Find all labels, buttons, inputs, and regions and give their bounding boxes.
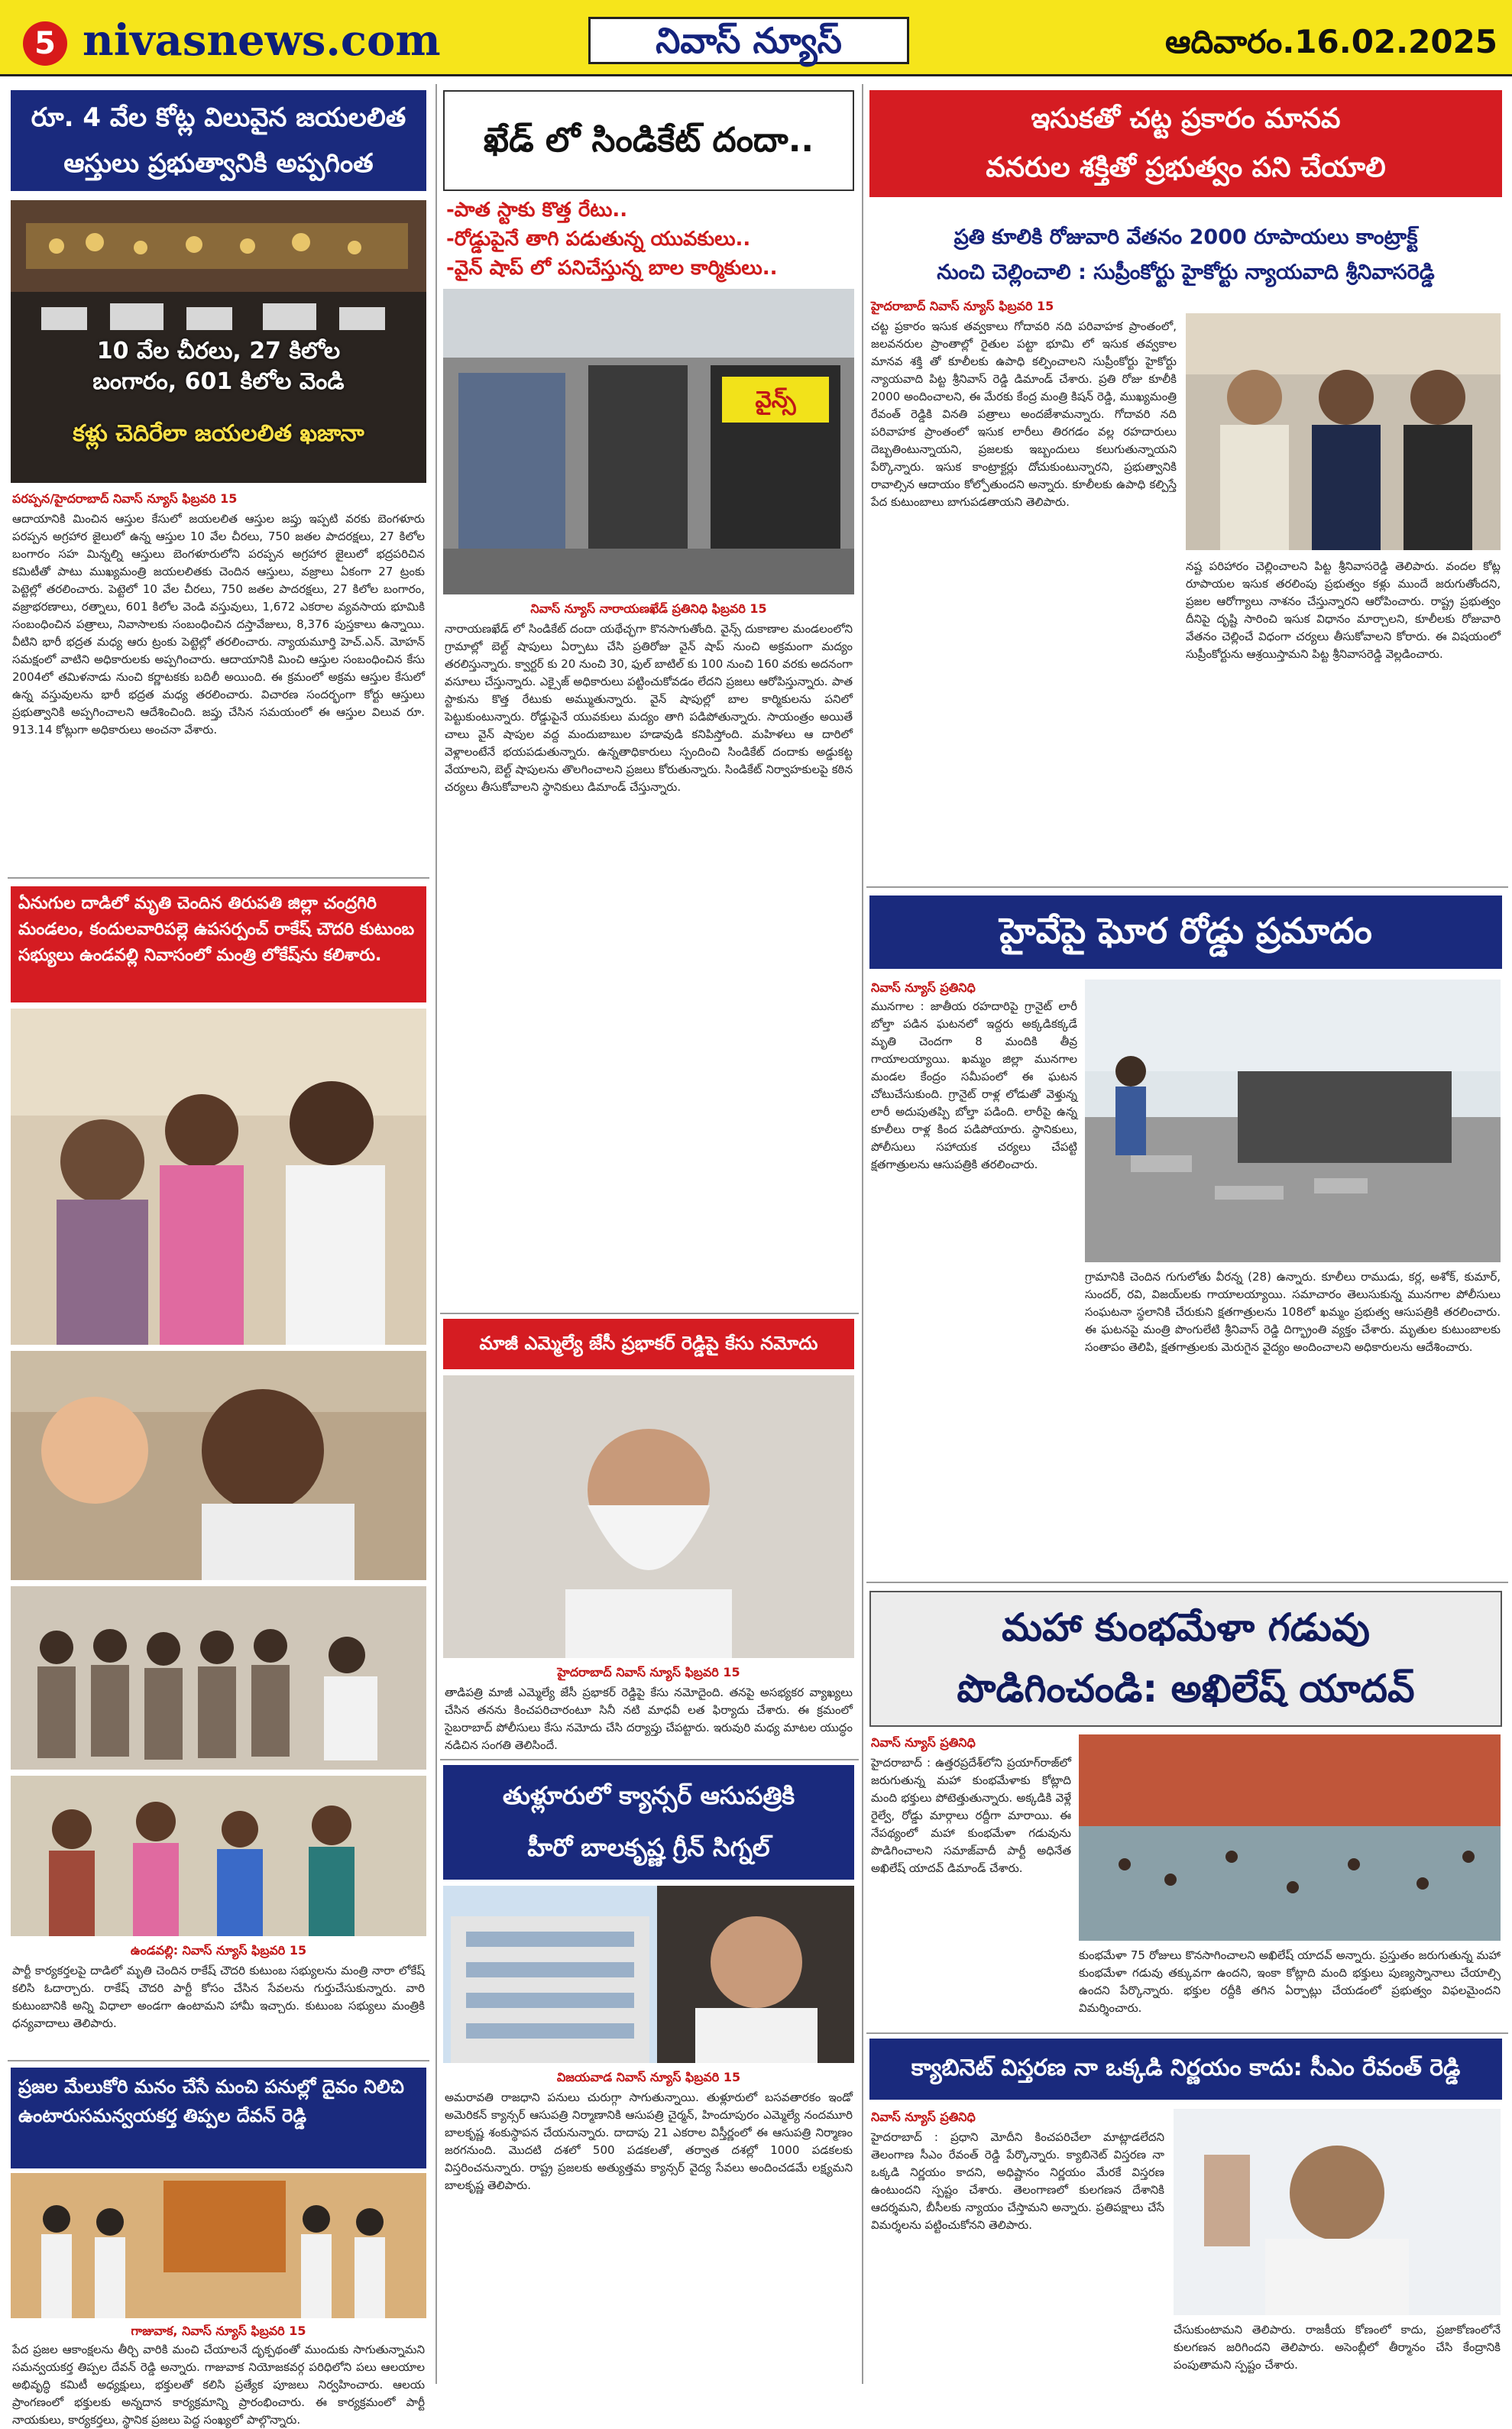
cabinet-headline: క్యాబినెట్ విస్తరణ నా ఒక్కడి నిర్ణయం కాదు: సీఎం రేవంత్ రెడ్డి (869, 2039, 1502, 2100)
cabinet-body: హైదరాబాద్ : ప్రధాని మోదీని కించపరిచేలా మాట్లాడలేదని తెలంగాణ సీఎం రేవంత్ రెడ్డి పేర్కొన్నారు. క్యాబినెట్ విస్తరణ నా ఒక్కడి నిర్ణయం కాదని, అధిష్టానం నిర్ణయం మేరకే విస్తరణ ఉంటుందని స్పష్టం చేశారు. తెలంగాణలో కులగణన దేశానికి ఆదర్శమని, బీసీలకు న్యాయం చేస్తామని అన్నారు. ప్రతిపక్షాలు చేసే విమర్శలను పట్టించుకోనని తెలిపారు. (871, 2130, 1164, 2232)
section-rule (866, 886, 1508, 888)
headline-line: ఇసుకతో చట్ట ప్రకారం మానవ (1031, 103, 1341, 134)
section-rule (440, 1313, 859, 1314)
jayalalitha-headline (11, 90, 426, 191)
chandragiri-body: పార్టీ కార్యకర్తలపై దాడిలో మృతి చెందిన రాకేష్ చౌదరి కుటుంబ సభ్యులను మంత్రి నారా లోకేష్ కలిసి ఓదార్చారు. రాకేష్ చౌదరి పార్టీ కోసం చేసిన సేవలను గుర్తుచేసుకున్నారు. వారి కుటుంబానికి అన్ని విధాలా అండగా ఉంటామని హామీ ఇచ్చారు. కుటుంబ సభ్యులు మంత్రికి ధన్యవాదాలు తెలిపారు. (12, 1964, 425, 2030)
site-name[interactable]: nivasnews.com (83, 15, 441, 66)
jc-prabhakar-photo (443, 1375, 854, 1658)
khed-bullets (446, 196, 854, 283)
headline-line: పొడిగించండి: అఖిలేష్ యాదవ్ (957, 1666, 1415, 1711)
prabhakar-body: తాడిపత్రి మాజీ ఎమ్మెల్యే జేసీ ప్రభాకర్ రెడ్డిపై కేసు నమోదైంది. తనపై అసభ్యకర వ్యాఖ్యలు చేసిన తనను కించపరిచారంటూ సినీ నటి మాధవీ లత ఫిర్యాదు చేశారు. ఈ క్రమంలో సైబరాబాద్ పోలీసులు కేసు నమోదు చేసి దర్యాప్తు చేపట్టారు. ఇరువురి మధ్య మాటల యుద్ధం నడిచిన సంగతి తెలిసిందే. (445, 1686, 853, 1752)
kumbh-body: హైదరాబాద్ : ఉత్తరప్రదేశ్‌లోని ప్రయాగ్‌రాజ్‌లో జరుగుతున్న మహా కుంభమేళాకు కోట్లాది మంది భక్తులు పోటెత్తుతున్నారు. అక్కడికి వెళ్లే రైల్వే, రోడ్డు మార్గాలు రద్దీగా మారాయి. ఈ నేపథ్యంలో మహా కుంభమేళా గడువును పొడిగించాలని సమాజ్‌వాదీ పార్టీ అధినేత అఖిలేష్ యాదవ్ డిమాండ్ చేశారు. (871, 1756, 1071, 1875)
highway-body-continued: గ్రామానికి చెందిన గుగులోతు వీరన్న (28) ఉన్నారు. కూలీలు రాముడు, కర్ల, అశోక్, కుమార్, సుందర్, రవి, విజయ్‌లకు గాయాలయ్యాయి. సమాచారం తెలుసుకున్న మునగాల పోలీసులు సంఘటనా స్థలానికి చేరుకుని క్షతగాత్రులను 108లో ఖమ్మం ప్రభుత్వ ఆసుపత్రికి తరలించారు. ఈ ఘటనపై మంత్రి పొంగులేటి శ్రీనివాస్ రెడ్డి దిగ్భ్రాంతి వ్యక్తం చేశారు. మృతుల కుటుంబాలకు సంతాపం తెలిపి, క్షతగాత్రులకు మెరుగైన వైద్యం అందించాలని అధికారులను ఆదేశించారు. (1085, 1270, 1501, 1354)
sand-dateline: హైదరాబాద్ నివాస్ న్యూస్ ఫిబ్రవరి 15 (871, 299, 1054, 313)
balakrishna-headline (443, 1765, 854, 1880)
thippala-caption: గాజువాక, నివాస్ న్యూస్ ఫిబ్రవరి 15 (131, 2324, 306, 2338)
sand-subheadline (869, 220, 1502, 290)
lokesh-meeting-photo-4 (11, 1776, 426, 1936)
wine-shop-photo (443, 289, 854, 594)
hospital-balakrishna-photo (443, 1886, 854, 2063)
lokesh-meeting-photo-2 (11, 1351, 426, 1580)
column-rule (862, 84, 863, 2384)
cabinet-body-continued: చేసుకుంటామని తెలిపారు. రాజకీయ కోణంలో కాదు, ప్రజాకోణంలోనే కులగణన జరిగిందని తెలిపారు. అసెంబ్లీలో తీర్మానం చేసి కేంద్రానికి పంపుతామని స్పష్టం చేశారు. (1174, 2323, 1501, 2372)
chandragiri-caption: ఉండవల్లి: నివాస్ న్యూస్ ఫిబ్రవరి 15 (130, 1943, 307, 1958)
balakrishna-caption: విజయవాడ నివాస్ న్యూస్ ఫిబ్రవరి 15 (556, 2070, 741, 2084)
lokesh-meeting-photo-3 (11, 1586, 426, 1770)
balakrishna-body: అమరావతి రాజధాని పనులు చురుగ్గా సాగుతున్నాయి. తుళ్లూరులో బసవతారకం ఇండో అమెరికన్ క్యాన్సర్ ఆసుపత్రి నిర్మాణానికి ఆసుపత్రి చైర్మన్, హిందూపురం ఎమ్మెల్యే నందమూరి బాలకృష్ణ శంకుస్థాపన చేయనున్నారు. దాదాపు 21 ఎకరాల విస్తీర్ణంలో ఈ ఆసుపత్రి నిర్మాణం జరగనుంది. మొదటి దశలో 500 పడకలతో, తర్వాత దశల్లో 1000 పడకలకు విస్తరించనున్నారు. రాష్ట్ర ప్రజలకు అత్యుత్తమ క్యాన్సర్ వైద్య సేవలు అందించడమే లక్ష్యమని బాలకృష్ణ తెలిపారు. (445, 2091, 853, 2192)
photo-overlay-text (18, 336, 419, 397)
overlay-line: బంగారం, 601 కిలోల వెండి (92, 368, 345, 395)
page-number: 5 (23, 21, 67, 66)
overlay-line: 10 వేల చీరలు, 27 కిలోల (96, 338, 341, 364)
kumbh-crowd-photo (1079, 1734, 1501, 1941)
section-rule (866, 1582, 1508, 1583)
chandragiri-headline: ఏనుగుల దాడిలో మృతి చెందిన తిరుపతి జిల్లా చంద్రగిరి మండలం, కందులవారిపల్లె ఉపసర్పంచ్ రాకేష్ చౌదరి కుటుంబ సభ్యులు ఉండవల్లి నివాసంలో మంత్రి లోకేష్‌ను కలిశారు. (11, 886, 426, 1002)
issue-date: ఆదివారం.16.02.2025 (1164, 23, 1497, 60)
srinivasareddy-meeting-photo (1186, 313, 1501, 550)
section-rule (8, 2060, 429, 2061)
headline-line: రూ. 4 వేల కోట్ల విలువైన జయలలిత (31, 102, 406, 133)
highway-body: మునగాల : జాతీయ రహదారిపై గ్రానైట్ లారీ బోల్తా పడిన ఘటనలో ఇద్దరు అక్కడికక్కడే మృతి చెందగా 8 మందికి తీవ్ర గాయాలయ్యాయి. ఖమ్మం జిల్లా మునగాల మండల కేంద్రం సమీపంలో ఈ ఘటన చోటుచేసుకుంది. గ్రానైట్ రాళ్ల లోడుతో వెళ్తున్న లారీ అదుపుతప్పి బోల్తా పడింది. లారీపై ఉన్న కూలీలు రాళ్ల కింద పడిపోయారు. స్థానికులు, పోలీసులు సహాయక చర్యలు చేపట్టి క్షతగాత్రులను ఆసుపత్రికి తరలించారు. (871, 999, 1077, 1171)
khed-headline: ఖేడ్ లో సిండికేట్ దందా.. (443, 90, 854, 191)
temple-visit-photo (11, 2173, 426, 2318)
prabhakar-headline: మాజీ ఎమ్మెల్యే జేసీ ప్రభాకర్ రెడ్డిపై కేసు నమోదు (443, 1319, 854, 1369)
headline-line: తుళ్లూరులో క్యాన్సర్ ఆసుపత్రికి (502, 1781, 795, 1810)
jayalalitha-dateline: పరప్పన/హైదరాబాద్ నివాస్ న్యూస్ ఫిబ్రవరి 15 (12, 491, 238, 506)
headline-line: మహా కుంభమేళా గడువు (1002, 1605, 1370, 1650)
accident-scene-photo (1085, 980, 1501, 1262)
sand-body: చట్ట ప్రకారం ఇసుక తవ్వకాలు గోదావరి నది పరివాహక ప్రాంతంలో, జలవనరుల ప్రాంతాల్లో రైతుల పట్టా భూమి లో ఇసుక తవ్వకాల మానవ శక్తి తో కూలీలకు ఉపాధి కల్పించాలని సుప్రీంకోర్టు హైకోర్టు న్యాయవాది పిట్ట శ్రీనివాస్ రెడ్డి డిమాండ్ చేశారు. ప్రతి రోజు కూలీకి 2000 అందించాలని, ఈ మేరకు కేంద్ర మంత్రి కిషన్ రెడ్డి, ముఖ్యమంత్రి రేవంత్ రెడ్డికి వినతి పత్రాలు అందజేశామన్నారు. గోదావరి నది పరివాహక ప్రాంతంలో ఇసుక లారీలు తిరగడం వల్ల రహదారులు దెబ్బతింటున్నాయని, ప్రజలకు ఇబ్బందులు కలుగుతున్నాయని పేర్కొన్నారు. ఇసుక కాంట్రాక్టర్లు దోచుకుంటున్నారని, ప్రభుత్వానికి రావాల్సిన ఆదాయం కోల్పోతుందని అన్నారు. కూలీలకు ఉపాధి కల్పిస్తే పేద కుటుంబాలు బాగుపడతాయని తెలిపారు. (871, 319, 1177, 509)
bullet-item: -రోడ్డుపైనే తాగి పడుతున్న యువకులు.. (446, 228, 751, 251)
kumbh-body-continued: కుంభమేళా 75 రోజులు కొనసాగించాలని అఖిలేష్ యాదవ్ అన్నారు. ప్రస్తుతం జరుగుతున్న మహా కుంభమేళా గడువు తక్కువగా ఉందని, ఇంకా కోట్లాది మంది భక్తులు పుణ్యస్నానాలు చేయాల్సి ఉందని పేర్కొన్నారు. భక్తుల రద్దీకి తగిన ఏర్పాట్లు చేయడంలో ప్రభుత్వం విఫలమైందని విమర్శించారు. (1079, 1948, 1501, 2015)
photo-overlay-highlight: కళ్లు చెదిరేలా జయలలిత ఖజానా (73, 420, 364, 447)
kumbh-headline (869, 1591, 1502, 1727)
thippala-body: పేద ప్రజల ఆకాంక్షలను తీర్చి వారికి మంచి చేయాలనే దృక్పథంతో ముందుకు సాగుతున్నామని సమన్వయకర్త తిప్పల దేవన్ రెడ్డి అన్నారు. గాజువాక నియోజకవర్గ పరిధిలోని పలు ఆలయాల అభివృద్ధి కమిటీ అధ్యక్షులు, భక్తులతో కలిసి ప్రత్యేక పూజలు నిర్వహించారు. ఆలయ ప్రాంగణంలో భక్తులకు అన్నదాన కార్యక్రమాన్ని ప్రారంభించారు. ఈ కార్యక్రమంలో పార్టీ నాయకులు, కార్యకర్తలు, స్థానిక ప్రజలు పెద్ద సంఖ్యలో పాల్గొన్నారు. (12, 2343, 425, 2427)
subhead-line: ప్రతి కూలికి రోజువారి వేతనం 2000 రూపాయలు కాంట్రాక్ట్ (953, 225, 1418, 249)
sand-body-continued: నష్ట పరిహారం చెల్లించాలని పిట్ట శ్రీనివాసరెడ్డి తెలిపారు. వందల కోట్ల రూపాయల ఇసుక తరలింపు ప్రభుత్వం కళ్లు ముందే జరుగుతోందని, ప్రజల ఆరోగ్యాలు నాశనం చేస్తున్నారని ఆరోపించారు. రాష్ట్ర ప్రభుత్వం దీనిపై దృష్టి సారించి ఇసుక విధానం మార్చాలని, కూలీలకు రోజువారి వేతనం చెల్లించే విధంగా చర్యలు తీసుకోవాలని కోరారు. ఈ విషయంలో సుప్రీంకోర్టును ఆశ్రయిస్తామని పిట్ట శ్రీనివాసరెడ్డి వెల్లడించారు. (1186, 559, 1501, 661)
wine-shop-sign: వైన్స్ (755, 387, 796, 413)
kumbh-dateline: నివాస్ న్యూస్ ప్రతినిధి (871, 1735, 976, 1750)
jayalalitha-body: ఆదాయానికి మించిన ఆస్తుల కేసులో జయలలిత ఆస్తుల జప్తు ఇప్పటి వరకు బెంగళూరు పరప్పన అగ్రహార జైలులో ఉన్న ఆస్తుల 10 వేల చీరలు, 750 జతల పాదరక్షలు, 27 కిలోల బంగారం సహ మిన్నల్ని ఆస్తులు బెంగళూరులోని పరప్పన అగ్రహార జైలులో భద్రపరిచిన కమిటీతో పాటు ముఖ్యమంత్రి జయలలితకు చెందిన ఆస్తులు, వజ్రాలు ఏకంగా 27 ట్రంకు పెట్టెల్లో తరలించారు. పెట్టెలో 10 వేల చీరలు, 750 జతల పాదరక్షలు, 27 కిలోల బంగారం, వజ్రాభరణాలు, రత్నాలు, 601 కిలోల వెండి వస్తువులు, 1,672 ఎకరాల వ్యవసాయ భూమికి సంబంధించిన పత్రాలు, నివాసాలకు సంబంధించిన దస్తావేజులు, 8,376 పుస్తకాలు ఉన్నాయి. వీటిని భారీ భద్రత మధ్య ఆరు ట్రంకు పెట్టెల్లో తరలించారు. న్యాయమూర్తి హెచ్.ఎన్. మోహన్ సమక్షంలో వాటిని అధికారులకు అప్పగించారు. ఆదాయానికి మించి ఆస్తుల సంబంధించిన కేసు 2004లో తమిళనాడు నుంచి కర్ణాటకకు బదిలీ అయింది. ఈ క్రమంలో అక్రమ ఆస్తుల కేసులో ఉన్న వస్తువులను భారీ భద్రత మధ్య తరలించారు. విచారణ సందర్భంగా కోర్టు ఆస్తులు ప్రభుత్వానికి అప్పగించాలని ఆదేశించింది. జప్తు చేసిన సమయంలో ఈ ఆస్తుల విలువ రూ. 913.14 కోట్లుగా అధికారులు అంచనా వేశారు. (12, 512, 425, 737)
highway-headline: హైవేపై ఘోర రోడ్డు ప్రమాదం (869, 895, 1502, 969)
headline-line: హీరో బాలకృష్ణ గ్రీన్ సిగ్నల్ (527, 1833, 770, 1862)
sand-headline (869, 90, 1502, 197)
khed-body: నారాయణఖేడ్ లో సిండికేట్ దందా యథేచ్ఛగా కొనసాగుతోంది. వైన్స్ దుకాణాల మండలంలోని గ్రామాల్లో బెల్ట్ షాపులు ఏర్పాటు చేసి ప్రతిరోజు వైన్ షాప్ నుంచి అక్రమంగా మద్యం తరలిస్తున్నారు. క్వార్టర్ కు 20 నుంచి 30, ఫుల్ బాటిల్ కు 100 నుంచి 160 వరకు అదనంగా వసూలు చేస్తున్నారు. ఎక్సైజ్ అధికారులు పట్టించుకోవడం లేదని ప్రజలు ఆరోపిస్తున్నారు. పాత స్టాకును కొత్త రేటుకు అమ్ముతున్నారు. వైన్ షాపుల్లో బాల కార్మికులను పనిలో పెట్టుకుంటున్నారు. రోడ్డుపైనే యువకులు మద్యం తాగి పడిపోతున్నారు. సాయంత్రం అయితే చాలు వైన్ షాపుల వద్ద మందుబాబుల హడావుడి కనిపిస్తోంది. మహిళలు ఆ దారిలో వెళ్లాలంటేనే భయపడుతున్నారు. ఉన్నతాధికారులు స్పందించి సిండికేట్ దందాకు అడ్డుకట్ట వేయాలని, బెల్ట్ షాపులను తొలగించాలని ప్రజలు కోరుతున్నారు. సిండికేట్ నిర్వాహకులపై కఠిన చర్యలు తీసుకోవాలని స్థానికులు డిమాండ్ చేస్తున్నారు. (445, 622, 853, 794)
revanth-reddy-photo (1174, 2109, 1501, 2315)
headline-line: ఆస్తులు ప్రభుత్వానికి అప్పగింత (63, 148, 374, 179)
prabhakar-caption: హైదరాబాద్ నివాస్ న్యూస్ ఫిబ్రవరి 15 (557, 1665, 740, 1679)
bullet-item: -పాత స్టాకు కొత్త రేటు.. (446, 199, 628, 222)
section-rule (866, 2032, 1508, 2034)
bullet-item: -వైన్ షాప్ లో పనిచేస్తున్న బాల కార్మికులు.. (446, 257, 778, 280)
lokesh-meeting-photo-1 (11, 1009, 426, 1345)
column-rule (435, 84, 437, 2384)
highway-dateline: నివాస్ న్యూస్ ప్రతినిధి (871, 980, 976, 995)
cabinet-dateline: నివాస్ న్యూస్ ప్రతినిధి (871, 2110, 976, 2124)
subhead-line: నుంచి చెల్లించాలి : సుప్రీంకోర్టు హైకోర్టు న్యాయవాది శ్రీనివాసరెడ్డి (937, 261, 1435, 284)
thippala-headline: ప్రజల మేలుకోరి మనం చేసే మంచి పనుల్లో దైవం నిలిచి ఉంటారుసమన్వయకర్త తిప్పల దేవన్ రెడ్డి (11, 2068, 426, 2168)
headline-line: వనరుల శక్తితో ప్రభుత్వం పని చేయాలి (986, 152, 1386, 183)
khed-caption: నివాస్ న్యూస్ నారాయణఖేడ్ ప్రతినిధి ఫిబ్రవరి 15 (530, 601, 767, 616)
brand-logo: నివాస్ న్యూస్ (588, 17, 909, 64)
section-rule (440, 1759, 859, 1760)
section-rule (8, 877, 429, 879)
